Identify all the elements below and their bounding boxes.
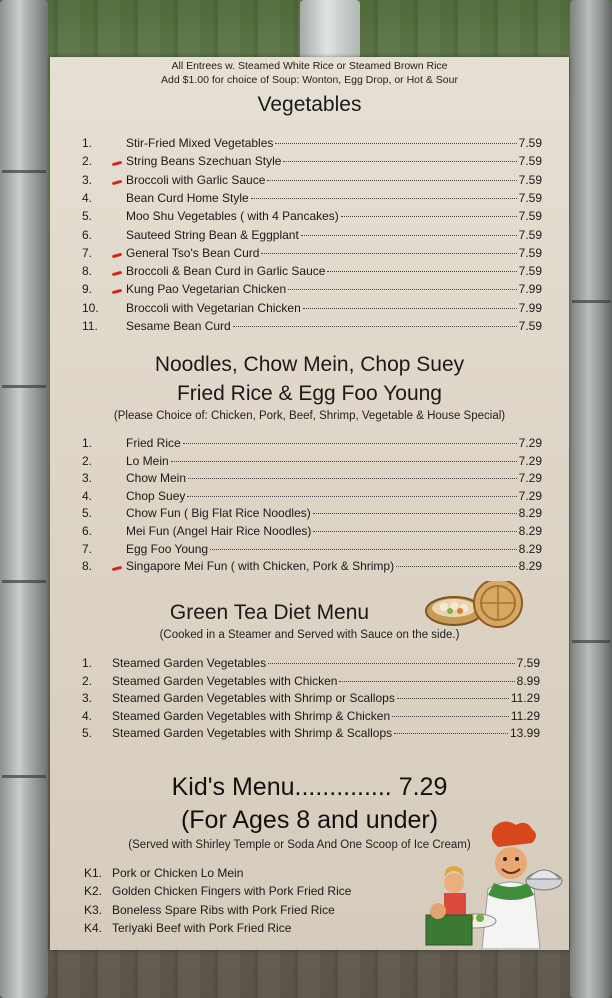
kids-item-code: K1. bbox=[84, 866, 103, 880]
section-title-vegetables: Vegetables bbox=[257, 93, 362, 116]
vegetable-item-number: 7. bbox=[82, 245, 93, 260]
vegetable-item-name: Kung Pao Vegetarian Chicken bbox=[126, 282, 287, 297]
green-tea-item-number: 4. bbox=[82, 708, 93, 723]
green-tea-item-number: 2. bbox=[82, 673, 93, 688]
kids-item-code: K4. bbox=[84, 920, 103, 935]
leader-dots bbox=[267, 180, 516, 181]
noodle-item-number: 2. bbox=[82, 453, 93, 468]
leader-dots bbox=[261, 253, 516, 254]
vegetable-item-number: 2. bbox=[82, 154, 93, 169]
leader-dots bbox=[313, 531, 516, 532]
green-tea-item bbox=[82, 691, 540, 705]
chili-pepper-icon bbox=[112, 271, 122, 276]
vegetable-item-name: Moo Shu Vegetables ( with 4 Pancakes) bbox=[126, 209, 339, 224]
vegetable-item-name: Broccoli with Vegetarian Chicken bbox=[126, 300, 301, 315]
chili-pepper-icon bbox=[112, 179, 122, 184]
header-note-soup: Add $1.00 for choice of Soup: Wonton, Egg Drop, or Hot & Sour bbox=[161, 74, 458, 86]
noodle-item-number: 7. bbox=[82, 541, 93, 556]
vegetable-item-price: 7.59 bbox=[518, 136, 542, 150]
noodle-item-name: Chow Mein bbox=[126, 471, 187, 486]
vegetable-item-name: Bean Curd Home Style bbox=[126, 190, 249, 205]
green-tea-item-name: Steamed Garden Vegetables with Shrimp & Scallops bbox=[112, 726, 393, 741]
vegetable-item bbox=[82, 209, 542, 223]
noodle-item bbox=[82, 524, 542, 538]
menu-panel bbox=[50, 57, 569, 950]
noodle-item-price: 8.29 bbox=[518, 524, 542, 538]
leader-dots bbox=[397, 698, 509, 699]
leader-dots bbox=[339, 681, 514, 682]
green-tea-item bbox=[82, 674, 540, 688]
pepper-slot bbox=[112, 282, 126, 296]
green-tea-note: (Cooked in a Steamer and Served with Sauce on the side.) bbox=[159, 629, 460, 641]
vegetable-item bbox=[82, 173, 542, 187]
vegetable-item-name: General Tso's Bean Curd bbox=[126, 245, 260, 260]
noodle-item-price: 7.29 bbox=[518, 488, 542, 503]
leader-dots bbox=[341, 216, 517, 217]
vegetable-item-price: 7.59 bbox=[518, 245, 542, 260]
noodle-item bbox=[82, 559, 542, 573]
noodle-item bbox=[82, 436, 542, 450]
pepper-slot bbox=[112, 264, 126, 278]
noodle-item-number: 1. bbox=[82, 436, 93, 450]
green-tea-item-number: 3. bbox=[82, 691, 93, 706]
vegetable-item bbox=[82, 246, 542, 260]
vegetable-item-name: String Beans Szechuan Style bbox=[126, 154, 282, 169]
noodle-item-price: 8.29 bbox=[518, 541, 542, 556]
green-tea-item-number: 1. bbox=[82, 656, 93, 670]
noodle-item-number: 4. bbox=[82, 488, 93, 503]
vegetable-item-price: 7.59 bbox=[518, 190, 542, 205]
vegetable-item-price: 7.59 bbox=[518, 264, 542, 279]
leader-dots bbox=[210, 549, 517, 550]
vegetable-item bbox=[82, 154, 542, 168]
kids-item-name: Boneless Spare Ribs with Pork Fried Rice bbox=[112, 902, 335, 917]
noodle-item-price: 7.29 bbox=[518, 436, 542, 450]
green-tea-item-price: 7.59 bbox=[516, 656, 540, 670]
noodle-item-name: Chow Fun ( Big Flat Rice Noodles) bbox=[126, 506, 311, 521]
leader-dots bbox=[288, 289, 517, 290]
leader-dots bbox=[187, 496, 516, 497]
leader-dots bbox=[268, 663, 515, 664]
noodle-item bbox=[82, 542, 542, 556]
leader-dots bbox=[394, 733, 508, 734]
chef-illustration-icon bbox=[416, 819, 566, 949]
vegetable-item bbox=[82, 228, 542, 242]
green-tea-item-name: Steamed Garden Vegetables with Shrimp & Chicken bbox=[112, 708, 391, 723]
bamboo-node bbox=[2, 580, 46, 583]
green-tea-item-price: 8.99 bbox=[516, 673, 540, 688]
vegetable-item-name: Broccoli with Garlic Sauce bbox=[126, 172, 266, 187]
pepper-slot bbox=[112, 559, 126, 573]
bamboo-node bbox=[2, 385, 46, 388]
vegetable-item-number: 4. bbox=[82, 190, 93, 205]
chili-pepper-icon bbox=[112, 289, 122, 294]
kids-item-name: Teriyaki Beef with Pork Fried Rice bbox=[112, 920, 292, 935]
vegetable-item-price: 7.59 bbox=[518, 172, 542, 187]
noodle-item-price: 8.29 bbox=[518, 506, 542, 521]
kids-item-name: Golden Chicken Fingers with Pork Fried Rice bbox=[112, 884, 352, 899]
chili-pepper-icon bbox=[112, 566, 122, 571]
kids-item bbox=[84, 903, 335, 917]
leader-dots bbox=[188, 478, 517, 479]
vegetable-item-number: 9. bbox=[82, 282, 93, 297]
noodle-item-name: Egg Foo Young bbox=[126, 541, 209, 556]
green-tea-item bbox=[82, 656, 540, 670]
bamboo-node bbox=[2, 170, 46, 173]
kids-item-code: K3. bbox=[84, 902, 103, 917]
vegetable-item-number: 6. bbox=[82, 227, 93, 242]
vegetable-item-number: 1. bbox=[82, 136, 93, 150]
leader-dots bbox=[183, 443, 517, 444]
vegetable-item bbox=[82, 264, 542, 278]
green-tea-item-price: 11.29 bbox=[510, 708, 540, 723]
section-title-noodles: Noodles, Chow Mein, Chop Suey bbox=[154, 353, 465, 376]
vegetable-item-price: 7.59 bbox=[518, 319, 542, 333]
green-tea-item bbox=[82, 726, 540, 740]
noodle-item-name: Lo Mein bbox=[126, 453, 169, 468]
bamboo-trunk-right bbox=[570, 0, 612, 998]
noodle-item bbox=[82, 471, 542, 485]
vegetable-item-number: 8. bbox=[82, 264, 93, 279]
header-note-rice: All Entrees w. Steamed White Rice or Steamed Brown Rice bbox=[171, 60, 448, 72]
noodle-item-name: Mei Fun (Angel Hair Rice Noodles) bbox=[126, 524, 312, 538]
vegetable-item bbox=[82, 282, 542, 296]
noodle-item-price: 8.29 bbox=[518, 559, 542, 574]
vegetable-item-price: 7.59 bbox=[518, 154, 542, 169]
kids-menu-note: (Served with Shirley Temple or Soda And One Scoop of Ice Cream) bbox=[128, 839, 471, 851]
pepper-slot bbox=[112, 246, 126, 260]
leader-dots bbox=[396, 566, 517, 567]
kids-item-name: Pork or Chicken Lo Mein bbox=[112, 866, 244, 880]
vegetable-item bbox=[82, 319, 542, 333]
leader-dots bbox=[251, 198, 517, 199]
green-tea-item-price: 11.29 bbox=[510, 691, 540, 706]
chili-pepper-icon bbox=[112, 161, 122, 166]
noodle-item-number: 5. bbox=[82, 506, 93, 521]
kids-item bbox=[84, 884, 351, 898]
vegetable-item-price: 7.59 bbox=[518, 209, 542, 224]
vegetable-item bbox=[82, 301, 542, 315]
green-tea-item-number: 5. bbox=[82, 726, 93, 741]
leader-dots bbox=[275, 143, 516, 144]
vegetable-item bbox=[82, 136, 542, 150]
vegetable-item-price: 7.59 bbox=[518, 227, 542, 242]
kids-item bbox=[84, 921, 291, 935]
pepper-slot bbox=[112, 154, 126, 168]
bamboo-node bbox=[2, 775, 46, 778]
noodle-item-name: Chop Suey bbox=[126, 488, 186, 503]
section-title-green-tea: Green Tea Diet Menu bbox=[169, 601, 370, 624]
vegetable-item-number: 11. bbox=[82, 319, 98, 333]
noodle-item-number: 6. bbox=[82, 524, 93, 538]
vegetable-item bbox=[82, 191, 542, 205]
green-tea-item-price: 13.99 bbox=[509, 726, 540, 741]
leader-dots bbox=[171, 461, 517, 462]
leader-dots bbox=[327, 271, 516, 272]
pepper-slot bbox=[112, 173, 126, 187]
vegetable-item-number: 5. bbox=[82, 209, 93, 224]
green-tea-item-name: Steamed Garden Vegetables bbox=[112, 656, 267, 670]
noodle-item-name: Fried Rice bbox=[126, 436, 181, 450]
leader-dots bbox=[303, 308, 517, 309]
vegetable-item-name: Broccoli & Bean Curd in Garlic Sauce bbox=[126, 264, 326, 279]
bamboo-steamer-icon bbox=[424, 581, 528, 629]
noodle-item-number: 3. bbox=[82, 471, 93, 486]
noodles-choice-note: (Please Choice of: Chicken, Pork, Beef, Shrimp, Vegetable & House Special) bbox=[113, 410, 506, 422]
vegetable-item-number: 10. bbox=[82, 300, 99, 315]
green-tea-item-name: Steamed Garden Vegetables with Shrimp or Scallops bbox=[112, 691, 395, 706]
kids-item-code: K2. bbox=[84, 884, 103, 899]
bamboo-node bbox=[572, 640, 610, 643]
bamboo-trunk-top bbox=[300, 0, 360, 60]
leader-dots bbox=[301, 235, 517, 236]
green-tea-item-name: Steamed Garden Vegetables with Chicken bbox=[112, 673, 338, 688]
vegetable-item-number: 3. bbox=[82, 172, 93, 187]
noodle-item bbox=[82, 489, 542, 503]
noodle-item-name: Singapore Mei Fun ( with Chicken, Pork & Shrimp) bbox=[126, 559, 395, 574]
leader-dots bbox=[233, 326, 517, 327]
vegetable-item-price: 7.99 bbox=[518, 282, 542, 297]
leader-dots bbox=[283, 161, 516, 162]
vegetable-item-name: Sauteed String Bean & Eggplant bbox=[126, 227, 299, 242]
noodle-item-number: 8. bbox=[82, 559, 93, 574]
leader-dots bbox=[392, 716, 509, 717]
vegetable-item-price: 7.99 bbox=[518, 300, 542, 315]
green-tea-item bbox=[82, 709, 540, 723]
leader-dots bbox=[313, 513, 517, 514]
section-title-fried-rice: Fried Rice & Egg Foo Young bbox=[176, 382, 442, 405]
kids-item bbox=[84, 866, 243, 880]
vegetable-item-name: Stir-Fried Mixed Vegetables bbox=[126, 136, 274, 150]
kids-menu-age: (For Ages 8 and under) bbox=[180, 806, 439, 834]
noodle-item bbox=[82, 506, 542, 520]
kids-menu-title: Kid's Menu.............. 7.29 bbox=[171, 773, 448, 801]
noodle-item-price: 7.29 bbox=[518, 453, 542, 468]
noodle-item bbox=[82, 454, 542, 468]
chili-pepper-icon bbox=[112, 253, 122, 258]
noodle-item-price: 7.29 bbox=[518, 471, 542, 486]
vegetable-item-name: Sesame Bean Curd bbox=[126, 319, 231, 333]
bamboo-node bbox=[572, 300, 610, 303]
